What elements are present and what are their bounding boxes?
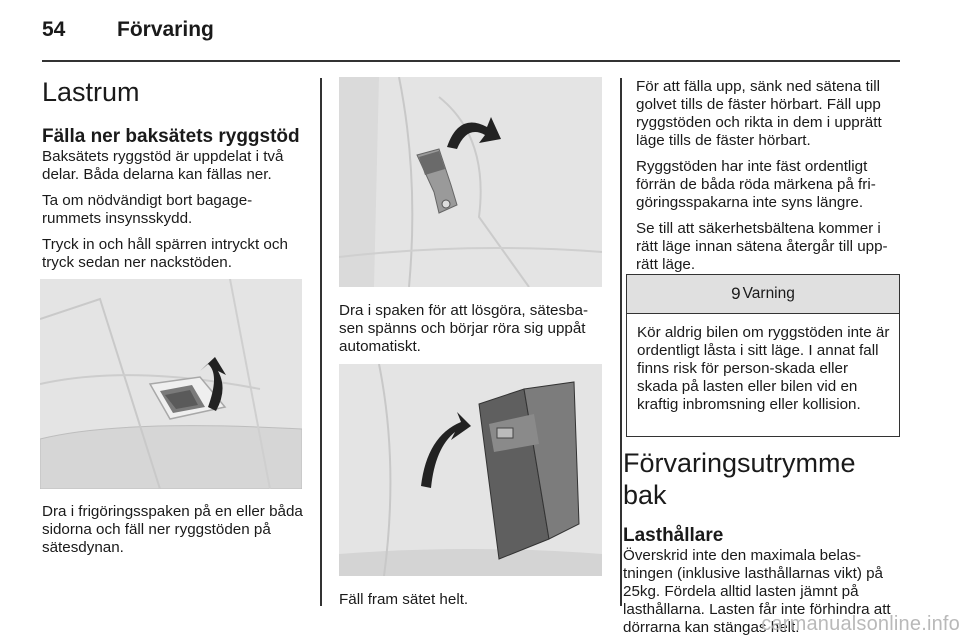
chapter-title: Förvaring [117,18,214,41]
column-2-caption-2 [339,591,604,609]
column-3-lower [623,447,903,637]
column-1-caption [42,503,304,557]
figure-seat-lever [339,77,602,287]
watermark: carmanualsonline.info [761,613,960,635]
subsection-title-fold-backrest: Fälla ner baksätets ryggstöd [42,126,300,147]
paragraph: Överskrid inte den maximala belas-tningen (inklusive lasthållarnas vikt) på 25kg. Fördela alltid lasten jämnt på lasthållarna. Lasten får inte förhindra att dörrarna kan stängas helt. [623,547,891,636]
paragraph: Tryck in och håll spärren intryckt och tryck sedan ner nackstöden. [42,236,288,271]
paragraph: För att fälla upp, sänk ned sätena till golvet tills de fäster hörbart. Fäll upp ryggstöden och rikta in dem i upprätt läge tills de fäster hörbart. [636,78,882,149]
figure-caption: Fäll fram sätet helt. [339,591,469,608]
figure-caption: Dra i frigöringsspaken på en eller båda sidorna och fäll ner ryggstöden på sätesdynan. [42,503,303,556]
figure-release-lever [40,279,302,489]
paragraph: Ta om nödvändigt bort bagage-rummets insynsskydd. [42,192,253,227]
paragraph: Baksätets ryggstöd är uppdelat i två delar. Båda delarna kan fällas ner. [42,148,284,183]
column-1 [42,76,304,272]
warning-box [626,274,900,437]
column-divider-2 [620,78,622,606]
warning-triangle-icon: 9 [731,284,741,303]
column-3 [636,78,902,274]
section-title-rear-storage: Förvaringsutrymme bak [623,448,856,510]
seat-folded-illustration [339,364,602,576]
section-title-lastrum: Lastrum [42,77,140,107]
warning-title: Varning [742,285,795,302]
column-divider-1 [320,78,322,606]
page-number: 54 [42,18,66,41]
seat-release-illustration [40,279,302,489]
column-2-caption-1 [339,302,604,356]
warning-text: Kör aldrig bilen om ryggstöden inte är ordentligt låsta i sitt läge. I annat fall finns risk för person-skada eller skada på lasten eller bilen vid en kraftig inbromsning eller kollision. [637,324,890,413]
paragraph: Ryggstöden har inte fäst ordentligt förrän de båda röda märkena på fri-göringsspakarna inte syns längre. [636,158,876,211]
warning-header [627,275,899,314]
figure-caption: Dra i spaken för att lösgöra, sätesba-sen spänns och börjar röra sig uppåt automatiskt. [339,302,589,355]
header-rule [42,60,900,62]
figure-seat-folded [339,364,602,576]
seat-lever-illustration [339,77,602,287]
subsection-title-load-holder: Lasthållare [623,525,724,546]
paragraph: Se till att säkerhetsbältena kommer i rätt läge innan sätena återgår till upp-rätt läge. [636,220,888,273]
